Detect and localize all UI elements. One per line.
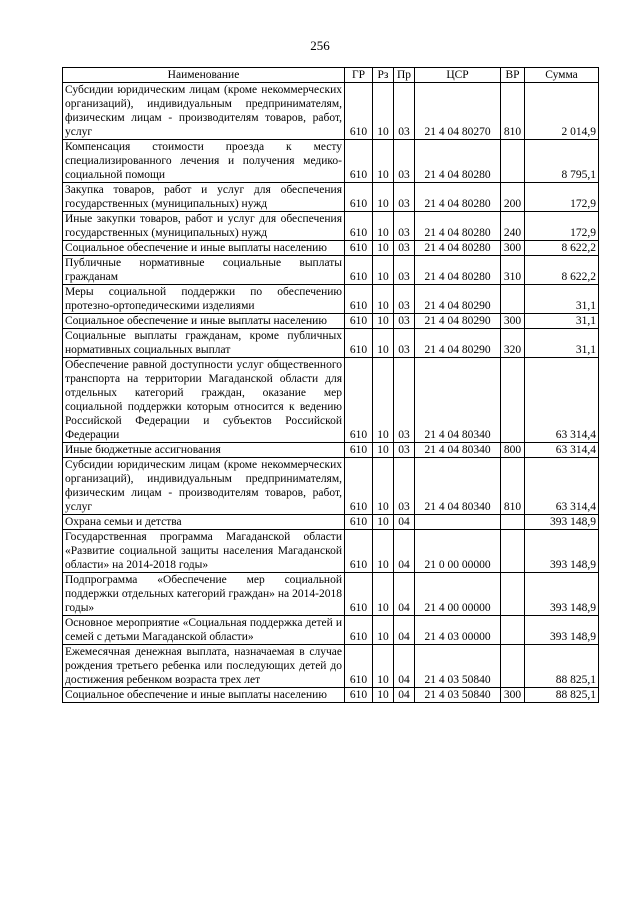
page-number: 256 bbox=[310, 38, 330, 53]
cell-vr bbox=[501, 616, 525, 645]
cell-csr: 21 4 03 50840 bbox=[415, 645, 501, 688]
cell-name: Меры социальной поддержки по обеспечению протезно-ортопедическими изделиями bbox=[63, 285, 345, 314]
cell-rz: 10 bbox=[373, 515, 394, 530]
table-row bbox=[63, 285, 599, 314]
cell-pr: 03 bbox=[394, 140, 415, 183]
cell-pr: 03 bbox=[394, 358, 415, 443]
cell-name: Социальное обеспечение и иные выплаты населению bbox=[63, 688, 345, 703]
cell-vr bbox=[501, 285, 525, 314]
cell-vr: 810 bbox=[501, 83, 525, 140]
cell-csr: 21 4 04 80290 bbox=[415, 314, 501, 329]
cell-pr: 04 bbox=[394, 573, 415, 616]
cell-vr bbox=[501, 573, 525, 616]
cell-rz: 10 bbox=[373, 285, 394, 314]
cell-vr: 200 bbox=[501, 183, 525, 212]
cell-csr: 21 4 04 80280 bbox=[415, 212, 501, 241]
cell-rz: 10 bbox=[373, 329, 394, 358]
cell-pr: 03 bbox=[394, 443, 415, 458]
cell-name: Охрана семьи и детства bbox=[63, 515, 345, 530]
cell-csr: 21 4 04 80290 bbox=[415, 329, 501, 358]
cell-vr: 300 bbox=[501, 241, 525, 256]
cell-gr: 610 bbox=[345, 645, 373, 688]
header-rz: Рз bbox=[373, 68, 394, 83]
table-row bbox=[63, 645, 599, 688]
cell-name: Иные закупки товаров, работ и услуг для обеспечения государственных (муниципальных) нужд bbox=[63, 212, 345, 241]
cell-csr: 21 4 04 80280 bbox=[415, 241, 501, 256]
cell-rz: 10 bbox=[373, 256, 394, 285]
cell-csr bbox=[415, 515, 501, 530]
cell-vr: 800 bbox=[501, 443, 525, 458]
cell-name: Закупка товаров, работ и услуг для обеспечения государственных (муниципальных) нужд bbox=[63, 183, 345, 212]
cell-rz: 10 bbox=[373, 314, 394, 329]
cell-gr: 610 bbox=[345, 212, 373, 241]
table-row bbox=[63, 573, 599, 616]
cell-pr: 03 bbox=[394, 212, 415, 241]
table-row bbox=[63, 314, 599, 329]
cell-gr: 610 bbox=[345, 140, 373, 183]
cell-gr: 610 bbox=[345, 329, 373, 358]
table-row bbox=[63, 212, 599, 241]
cell-csr: 21 0 00 00000 bbox=[415, 530, 501, 573]
header-name: Наименование bbox=[63, 68, 345, 83]
table-row bbox=[63, 256, 599, 285]
table-row bbox=[63, 616, 599, 645]
cell-pr: 04 bbox=[394, 530, 415, 573]
cell-vr: 300 bbox=[501, 688, 525, 703]
cell-sum: 88 825,1 bbox=[525, 645, 599, 688]
cell-gr: 610 bbox=[345, 314, 373, 329]
cell-pr: 04 bbox=[394, 645, 415, 688]
cell-sum: 88 825,1 bbox=[525, 688, 599, 703]
cell-vr: 300 bbox=[501, 314, 525, 329]
cell-csr: 21 4 04 80340 bbox=[415, 458, 501, 515]
cell-rz: 10 bbox=[373, 616, 394, 645]
header-sum: Сумма bbox=[525, 68, 599, 83]
cell-name: Государственная программа Магаданской области «Развитие социальной защиты населения Магаданской области» на 2014-2018 годы» bbox=[63, 530, 345, 573]
cell-csr: 21 4 04 80270 bbox=[415, 83, 501, 140]
cell-name: Социальные выплаты гражданам, кроме публичных нормативных социальных выплат bbox=[63, 329, 345, 358]
cell-rz: 10 bbox=[373, 83, 394, 140]
cell-rz: 10 bbox=[373, 645, 394, 688]
cell-sum: 8 795,1 bbox=[525, 140, 599, 183]
cell-sum: 172,9 bbox=[525, 212, 599, 241]
budget-table bbox=[62, 67, 599, 703]
cell-sum: 63 314,4 bbox=[525, 443, 599, 458]
cell-pr: 03 bbox=[394, 285, 415, 314]
header-gr: ГР bbox=[345, 68, 373, 83]
header-csr: ЦСР bbox=[415, 68, 501, 83]
cell-rz: 10 bbox=[373, 241, 394, 256]
cell-vr: 310 bbox=[501, 256, 525, 285]
cell-sum: 63 314,4 bbox=[525, 358, 599, 443]
cell-pr: 03 bbox=[394, 83, 415, 140]
header-pr: Пр bbox=[394, 68, 415, 83]
cell-sum: 8 622,2 bbox=[525, 241, 599, 256]
cell-sum: 63 314,4 bbox=[525, 458, 599, 515]
table-row bbox=[63, 241, 599, 256]
cell-sum: 393 148,9 bbox=[525, 530, 599, 573]
cell-rz: 10 bbox=[373, 443, 394, 458]
cell-sum: 31,1 bbox=[525, 329, 599, 358]
table-row bbox=[63, 443, 599, 458]
cell-gr: 610 bbox=[345, 358, 373, 443]
cell-pr: 03 bbox=[394, 241, 415, 256]
cell-rz: 10 bbox=[373, 140, 394, 183]
cell-name: Публичные нормативные социальные выплаты гражданам bbox=[63, 256, 345, 285]
cell-gr: 610 bbox=[345, 458, 373, 515]
cell-rz: 10 bbox=[373, 358, 394, 443]
cell-name: Ежемесячная денежная выплата, назначаемая в случае рождения третьего ребенка или последующих детей до достижения ребенком возраста трех лет bbox=[63, 645, 345, 688]
table-row bbox=[63, 183, 599, 212]
cell-gr: 610 bbox=[345, 256, 373, 285]
cell-vr bbox=[501, 140, 525, 183]
table-row bbox=[63, 530, 599, 573]
cell-vr bbox=[501, 358, 525, 443]
cell-sum: 2 014,9 bbox=[525, 83, 599, 140]
cell-csr: 21 4 00 00000 bbox=[415, 573, 501, 616]
cell-name: Субсидии юридическим лицам (кроме некоммерческих организаций), индивидуальным предпринимателям, физическим лицам - производителям товаров, работ, услуг bbox=[63, 458, 345, 515]
cell-pr: 03 bbox=[394, 256, 415, 285]
cell-name: Подпрограмма «Обеспечение мер социальной поддержки отдельных категорий граждан» на 2014-2018 годы» bbox=[63, 573, 345, 616]
cell-csr: 21 4 03 50840 bbox=[415, 688, 501, 703]
table-row bbox=[63, 329, 599, 358]
cell-csr: 21 4 04 80280 bbox=[415, 140, 501, 183]
cell-name: Иные бюджетные ассигнования bbox=[63, 443, 345, 458]
cell-rz: 10 bbox=[373, 212, 394, 241]
cell-vr: 810 bbox=[501, 458, 525, 515]
cell-name: Обеспечение равной доступности услуг общественного транспорта на территории Магаданской области для отдельных категорий граждан, оказание мер социальной поддержки которым относится к ведению Российской Федерации и субъектов Российской Федерации bbox=[63, 358, 345, 443]
cell-gr: 610 bbox=[345, 573, 373, 616]
cell-gr: 610 bbox=[345, 616, 373, 645]
cell-csr: 21 4 04 80290 bbox=[415, 285, 501, 314]
cell-pr: 04 bbox=[394, 515, 415, 530]
cell-name: Социальное обеспечение и иные выплаты населению bbox=[63, 241, 345, 256]
cell-vr bbox=[501, 645, 525, 688]
cell-csr: 21 4 04 80340 bbox=[415, 443, 501, 458]
cell-csr: 21 4 04 80280 bbox=[415, 256, 501, 285]
cell-sum: 31,1 bbox=[525, 285, 599, 314]
table-row bbox=[63, 515, 599, 530]
cell-rz: 10 bbox=[373, 573, 394, 616]
cell-pr: 04 bbox=[394, 616, 415, 645]
table-row bbox=[63, 358, 599, 443]
table-row bbox=[63, 140, 599, 183]
cell-sum: 393 148,9 bbox=[525, 573, 599, 616]
cell-vr bbox=[501, 515, 525, 530]
cell-pr: 03 bbox=[394, 458, 415, 515]
cell-vr: 240 bbox=[501, 212, 525, 241]
cell-name: Социальное обеспечение и иные выплаты населению bbox=[63, 314, 345, 329]
cell-gr: 610 bbox=[345, 688, 373, 703]
cell-csr: 21 4 03 00000 bbox=[415, 616, 501, 645]
table-row bbox=[63, 83, 599, 140]
table-row bbox=[63, 458, 599, 515]
table-header-row bbox=[63, 68, 599, 83]
cell-sum: 172,9 bbox=[525, 183, 599, 212]
cell-name: Компенсация стоимости проезда к месту специализированного лечения и получения медико-социальной помощи bbox=[63, 140, 345, 183]
cell-vr bbox=[501, 530, 525, 573]
cell-sum: 31,1 bbox=[525, 314, 599, 329]
cell-gr: 610 bbox=[345, 515, 373, 530]
cell-sum: 8 622,2 bbox=[525, 256, 599, 285]
cell-rz: 10 bbox=[373, 183, 394, 212]
cell-rz: 10 bbox=[373, 688, 394, 703]
cell-vr: 320 bbox=[501, 329, 525, 358]
cell-gr: 610 bbox=[345, 241, 373, 256]
cell-rz: 10 bbox=[373, 458, 394, 515]
cell-sum: 393 148,9 bbox=[525, 616, 599, 645]
cell-gr: 610 bbox=[345, 183, 373, 212]
cell-pr: 03 bbox=[394, 314, 415, 329]
cell-rz: 10 bbox=[373, 530, 394, 573]
cell-name: Основное мероприятие «Социальная поддержка детей и семей с детьми Магаданской области» bbox=[63, 616, 345, 645]
cell-pr: 03 bbox=[394, 329, 415, 358]
cell-pr: 03 bbox=[394, 183, 415, 212]
cell-sum: 393 148,9 bbox=[525, 515, 599, 530]
table-row bbox=[63, 688, 599, 703]
header-vr: ВР bbox=[501, 68, 525, 83]
cell-pr: 04 bbox=[394, 688, 415, 703]
cell-name: Субсидии юридическим лицам (кроме некоммерческих организаций), индивидуальным предпринимателям, физическим лицам - производителям товаров, работ, услуг bbox=[63, 83, 345, 140]
cell-csr: 21 4 04 80280 bbox=[415, 183, 501, 212]
cell-csr: 21 4 04 80340 bbox=[415, 358, 501, 443]
cell-gr: 610 bbox=[345, 530, 373, 573]
cell-gr: 610 bbox=[345, 83, 373, 140]
cell-gr: 610 bbox=[345, 285, 373, 314]
table-body bbox=[63, 83, 599, 703]
cell-gr: 610 bbox=[345, 443, 373, 458]
